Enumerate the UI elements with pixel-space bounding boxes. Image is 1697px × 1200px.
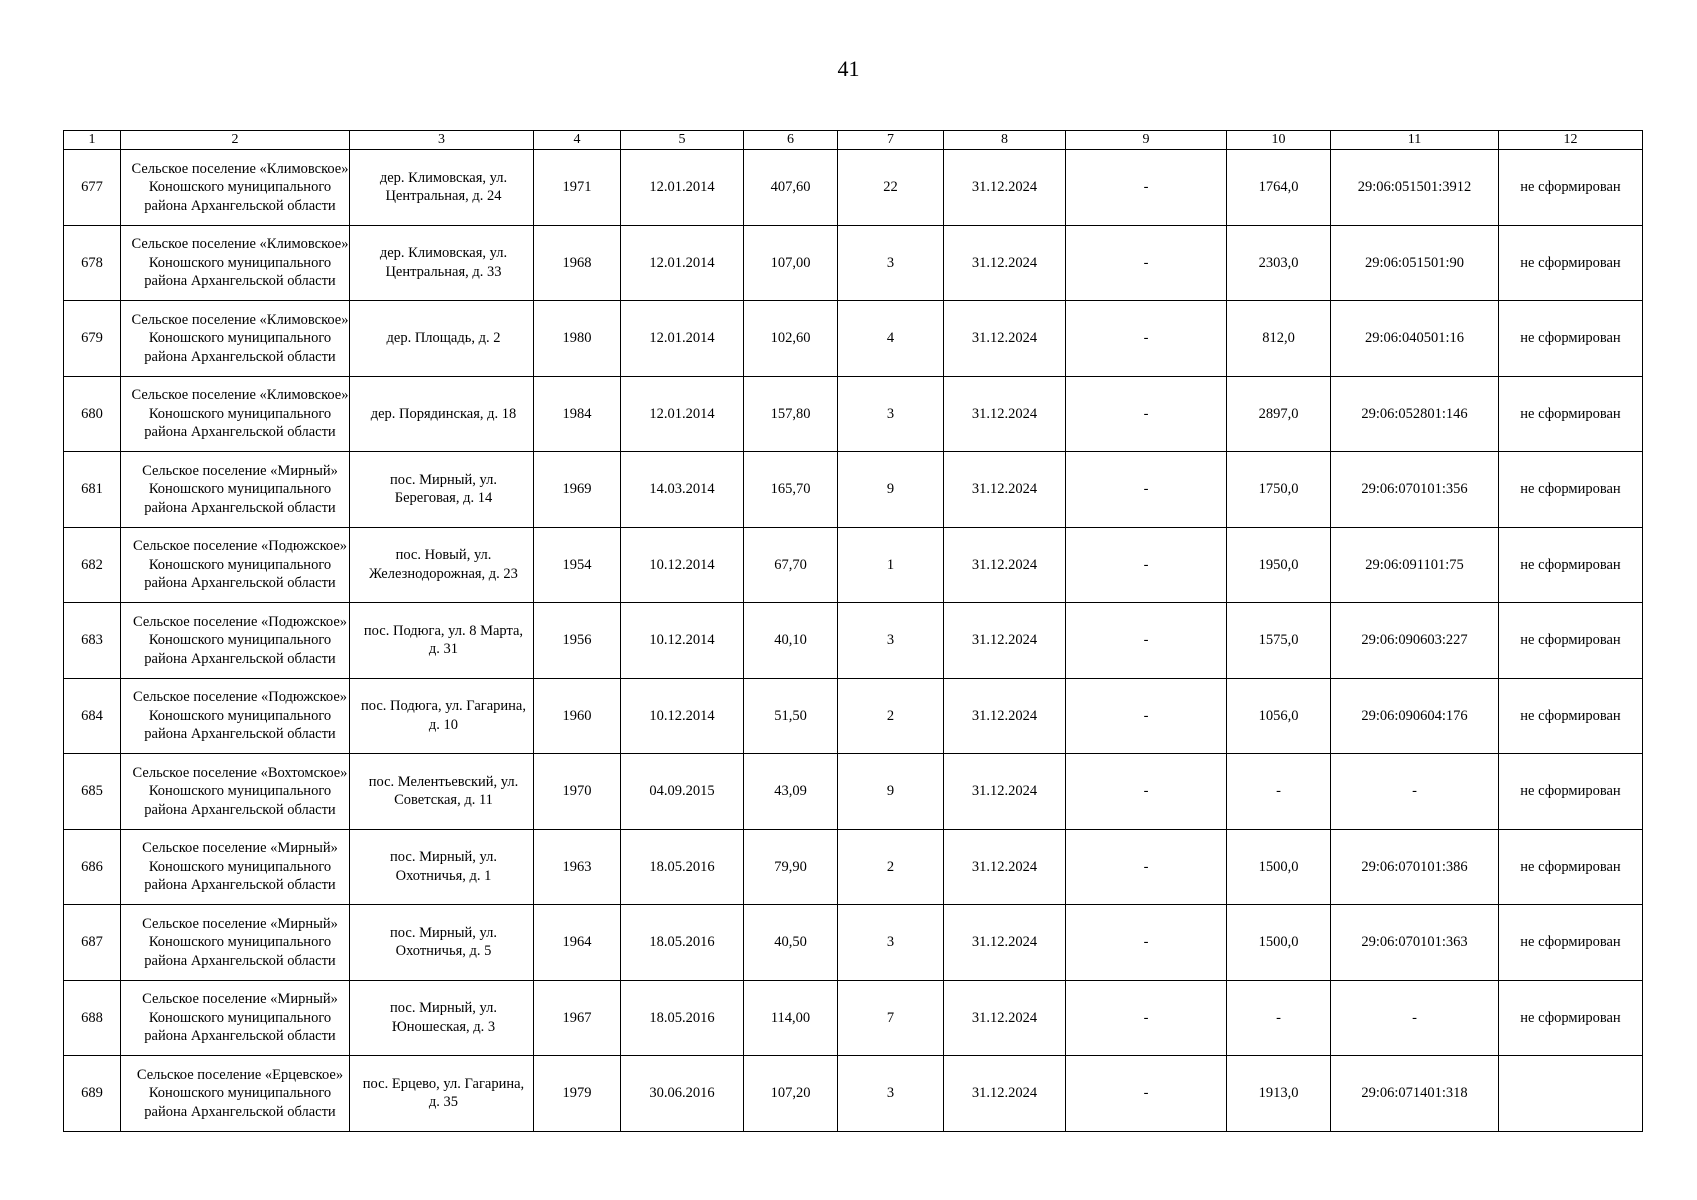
status-cell: не сформирован	[1499, 225, 1643, 301]
date-cell: 10.12.2014	[621, 678, 744, 754]
status-cell: не сформирован	[1499, 905, 1643, 981]
column-8-cell: 31.12.2024	[944, 603, 1066, 679]
column-8-cell: 31.12.2024	[944, 829, 1066, 905]
table-row	[64, 829, 1643, 905]
address-cell: пос. Мирный, ул. Юношеская, д. 3	[350, 980, 534, 1056]
area-cell: 165,70	[744, 452, 838, 528]
address-cell: пос. Новый, ул. Железнодорожная, д. 23	[350, 527, 534, 603]
year-cell: 1954	[534, 527, 621, 603]
column-7-cell: 9	[838, 452, 944, 528]
column-9-cell: -	[1066, 754, 1227, 830]
cadastral-number-cell: 29:06:051501:3912	[1331, 150, 1499, 226]
address-cell: дер. Площадь, д. 2	[350, 301, 534, 377]
owner-cell: Сельское поселение «Климовское» Коношского муниципального района Архангельской области	[121, 150, 350, 226]
status-cell	[1499, 1056, 1643, 1132]
column-7-cell: 2	[838, 678, 944, 754]
column-8-cell: 31.12.2024	[944, 678, 1066, 754]
column-7-cell: 4	[838, 301, 944, 377]
column-7-cell: 2	[838, 829, 944, 905]
owner-cell: Сельское поселение «Климовское» Коношского муниципального района Архангельской области	[121, 376, 350, 452]
area-cell: 67,70	[744, 527, 838, 603]
area-cell: 107,20	[744, 1056, 838, 1132]
status-cell: не сформирован	[1499, 150, 1643, 226]
area-cell: 407,60	[744, 150, 838, 226]
column-8-cell: 31.12.2024	[944, 527, 1066, 603]
table-row	[64, 301, 1643, 377]
row-number-cell: 684	[64, 678, 121, 754]
cadastral-number-cell: 29:06:040501:16	[1331, 301, 1499, 377]
owner-cell: Сельское поселение «Подюжское» Коношского муниципального района Архангельской области	[121, 527, 350, 603]
address-cell: пос. Мирный, ул. Береговая, д. 14	[350, 452, 534, 528]
land-area-cell: 2897,0	[1227, 376, 1331, 452]
table-row	[64, 1056, 1643, 1132]
address-cell: пос. Ерцево, ул. Гагарина, д. 35	[350, 1056, 534, 1132]
table-row	[64, 527, 1643, 603]
area-cell: 40,10	[744, 603, 838, 679]
address-cell: пос. Подюга, ул. 8 Марта, д. 31	[350, 603, 534, 679]
row-number-cell: 682	[64, 527, 121, 603]
cadastral-number-cell: 29:06:051501:90	[1331, 225, 1499, 301]
year-cell: 1979	[534, 1056, 621, 1132]
table-row	[64, 452, 1643, 528]
header-cell: 2	[121, 131, 350, 150]
owner-cell: Сельское поселение «Климовское» Коношского муниципального района Архангельской области	[121, 225, 350, 301]
owner-cell: Сельское поселение «Мирный» Коношского муниципального района Архангельской области	[121, 980, 350, 1056]
address-cell: пос. Мирный, ул. Охотничья, д. 5	[350, 905, 534, 981]
column-9-cell: -	[1066, 301, 1227, 377]
cadastral-number-cell: 29:06:071401:318	[1331, 1056, 1499, 1132]
status-cell: не сформирован	[1499, 980, 1643, 1056]
row-number-cell: 679	[64, 301, 121, 377]
row-number-cell: 678	[64, 225, 121, 301]
year-cell: 1960	[534, 678, 621, 754]
owner-cell: Сельское поселение «Подюжское» Коношского муниципального района Архангельской области	[121, 678, 350, 754]
land-area-cell: 1500,0	[1227, 905, 1331, 981]
cadastral-number-cell: 29:06:070101:363	[1331, 905, 1499, 981]
owner-cell: Сельское поселение «Мирный» Коношского муниципального района Архангельской области	[121, 905, 350, 981]
area-cell: 40,50	[744, 905, 838, 981]
year-cell: 1969	[534, 452, 621, 528]
row-number-cell: 681	[64, 452, 121, 528]
area-cell: 107,00	[744, 225, 838, 301]
column-9-cell: -	[1066, 1056, 1227, 1132]
column-7-cell: 3	[838, 225, 944, 301]
column-8-cell: 31.12.2024	[944, 301, 1066, 377]
year-cell: 1964	[534, 905, 621, 981]
cadastral-number-cell: 29:06:052801:146	[1331, 376, 1499, 452]
year-cell: 1956	[534, 603, 621, 679]
year-cell: 1971	[534, 150, 621, 226]
status-cell: не сформирован	[1499, 754, 1643, 830]
table-row	[64, 150, 1643, 226]
land-area-cell: 1575,0	[1227, 603, 1331, 679]
row-number-cell: 687	[64, 905, 121, 981]
header-cell: 4	[534, 131, 621, 150]
column-9-cell: -	[1066, 980, 1227, 1056]
column-8-cell: 31.12.2024	[944, 452, 1066, 528]
land-area-cell: 812,0	[1227, 301, 1331, 377]
column-8-cell: 31.12.2024	[944, 1056, 1066, 1132]
column-8-cell: 31.12.2024	[944, 376, 1066, 452]
land-area-cell: 1500,0	[1227, 829, 1331, 905]
area-cell: 43,09	[744, 754, 838, 830]
column-8-cell: 31.12.2024	[944, 980, 1066, 1056]
date-cell: 10.12.2014	[621, 527, 744, 603]
property-register-table	[63, 130, 1643, 1132]
land-area-cell: 2303,0	[1227, 225, 1331, 301]
status-cell: не сформирован	[1499, 527, 1643, 603]
header-cell: 5	[621, 131, 744, 150]
status-cell: не сформирован	[1499, 376, 1643, 452]
column-9-cell: -	[1066, 527, 1227, 603]
column-7-cell: 3	[838, 603, 944, 679]
status-cell: не сформирован	[1499, 603, 1643, 679]
owner-cell: Сельское поселение «Ерцевское» Коношского муниципального района Архангельской области	[121, 1056, 350, 1132]
owner-cell: Сельское поселение «Вохтомское» Коношского муниципального района Архангельской области	[121, 754, 350, 830]
address-cell: дер. Климовская, ул. Центральная, д. 24	[350, 150, 534, 226]
table-row	[64, 905, 1643, 981]
year-cell: 1963	[534, 829, 621, 905]
cadastral-number-cell: 29:06:070101:356	[1331, 452, 1499, 528]
table-row	[64, 754, 1643, 830]
cadastral-number-cell: 29:06:090604:176	[1331, 678, 1499, 754]
column-9-cell: -	[1066, 150, 1227, 226]
year-cell: 1970	[534, 754, 621, 830]
status-cell: не сформирован	[1499, 452, 1643, 528]
table-row	[64, 225, 1643, 301]
land-area-cell: 1056,0	[1227, 678, 1331, 754]
column-8-cell: 31.12.2024	[944, 905, 1066, 981]
address-cell: пос. Подюга, ул. Гагарина, д. 10	[350, 678, 534, 754]
header-cell: 10	[1227, 131, 1331, 150]
address-cell: дер. Порядинская, д. 18	[350, 376, 534, 452]
cadastral-number-cell: -	[1331, 980, 1499, 1056]
year-cell: 1980	[534, 301, 621, 377]
land-area-cell: -	[1227, 980, 1331, 1056]
header-cell: 12	[1499, 131, 1643, 150]
area-cell: 157,80	[744, 376, 838, 452]
land-area-cell: 1950,0	[1227, 527, 1331, 603]
owner-cell: Сельское поселение «Мирный» Коношского муниципального района Архангельской области	[121, 829, 350, 905]
column-9-cell: -	[1066, 829, 1227, 905]
cadastral-number-cell: 29:06:070101:386	[1331, 829, 1499, 905]
column-7-cell: 3	[838, 1056, 944, 1132]
cadastral-number-cell: 29:06:090603:227	[1331, 603, 1499, 679]
table-row	[64, 678, 1643, 754]
status-cell: не сформирован	[1499, 829, 1643, 905]
year-cell: 1968	[534, 225, 621, 301]
date-cell: 18.05.2016	[621, 829, 744, 905]
date-cell: 12.01.2014	[621, 150, 744, 226]
header-cell: 1	[64, 131, 121, 150]
column-7-cell: 3	[838, 905, 944, 981]
column-9-cell: -	[1066, 376, 1227, 452]
status-cell: не сформирован	[1499, 678, 1643, 754]
column-9-cell: -	[1066, 678, 1227, 754]
land-area-cell: 1764,0	[1227, 150, 1331, 226]
area-cell: 51,50	[744, 678, 838, 754]
column-7-cell: 3	[838, 376, 944, 452]
column-7-cell: 7	[838, 980, 944, 1056]
address-cell: дер. Климовская, ул. Центральная, д. 33	[350, 225, 534, 301]
page-number: 41	[837, 56, 860, 81]
column-8-cell: 31.12.2024	[944, 754, 1066, 830]
header-cell: 3	[350, 131, 534, 150]
area-cell: 79,90	[744, 829, 838, 905]
column-9-cell: -	[1066, 603, 1227, 679]
land-area-cell: 1750,0	[1227, 452, 1331, 528]
date-cell: 30.06.2016	[621, 1056, 744, 1132]
row-number-cell: 685	[64, 754, 121, 830]
year-cell: 1984	[534, 376, 621, 452]
year-cell: 1967	[534, 980, 621, 1056]
column-7-cell: 9	[838, 754, 944, 830]
column-8-cell: 31.12.2024	[944, 225, 1066, 301]
date-cell: 12.01.2014	[621, 301, 744, 377]
row-number-cell: 689	[64, 1056, 121, 1132]
column-9-cell: -	[1066, 905, 1227, 981]
date-cell: 12.01.2014	[621, 225, 744, 301]
date-cell: 12.01.2014	[621, 376, 744, 452]
owner-cell: Сельское поселение «Мирный» Коношского муниципального района Архангельской области	[121, 452, 350, 528]
column-7-cell: 1	[838, 527, 944, 603]
column-7-cell: 22	[838, 150, 944, 226]
status-cell: не сформирован	[1499, 301, 1643, 377]
address-cell: пос. Мирный, ул. Охотничья, д. 1	[350, 829, 534, 905]
row-number-cell: 688	[64, 980, 121, 1056]
row-number-cell: 677	[64, 150, 121, 226]
owner-cell: Сельское поселение «Подюжское» Коношского муниципального района Архангельской области	[121, 603, 350, 679]
land-area-cell: -	[1227, 754, 1331, 830]
cadastral-number-cell: -	[1331, 754, 1499, 830]
column-9-cell: -	[1066, 452, 1227, 528]
date-cell: 18.05.2016	[621, 905, 744, 981]
date-cell: 10.12.2014	[621, 603, 744, 679]
area-cell: 102,60	[744, 301, 838, 377]
date-cell: 18.05.2016	[621, 980, 744, 1056]
column-8-cell: 31.12.2024	[944, 150, 1066, 226]
table-row	[64, 980, 1643, 1056]
header-cell: 8	[944, 131, 1066, 150]
column-number-header	[64, 131, 1643, 150]
row-number-cell: 686	[64, 829, 121, 905]
table-row	[64, 603, 1643, 679]
row-number-cell: 680	[64, 376, 121, 452]
cadastral-number-cell: 29:06:091101:75	[1331, 527, 1499, 603]
column-9-cell: -	[1066, 225, 1227, 301]
header-cell: 11	[1331, 131, 1499, 150]
date-cell: 04.09.2015	[621, 754, 744, 830]
table-row	[64, 376, 1643, 452]
header-cell: 6	[744, 131, 838, 150]
land-area-cell: 1913,0	[1227, 1056, 1331, 1132]
owner-cell: Сельское поселение «Климовское» Коношского муниципального района Архангельской области	[121, 301, 350, 377]
header-cell: 7	[838, 131, 944, 150]
date-cell: 14.03.2014	[621, 452, 744, 528]
area-cell: 114,00	[744, 980, 838, 1056]
header-cell: 9	[1066, 131, 1227, 150]
address-cell: пос. Мелентьевский, ул. Советская, д. 11	[350, 754, 534, 830]
row-number-cell: 683	[64, 603, 121, 679]
